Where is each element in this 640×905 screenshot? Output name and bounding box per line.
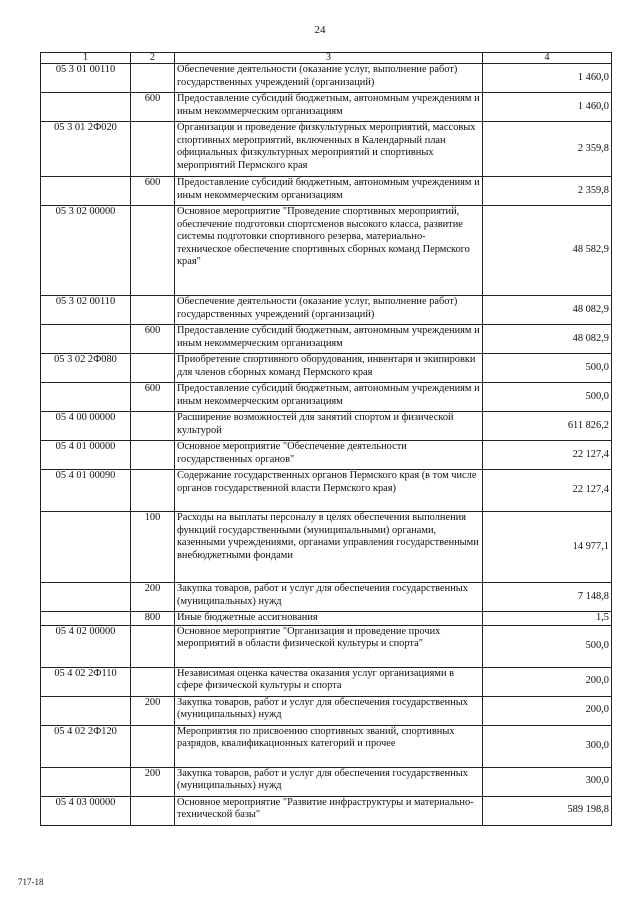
row-expense-type: [131, 667, 175, 696]
row-amount: 500,0: [483, 354, 612, 383]
row-code: [41, 767, 131, 796]
row-amount: 14 977,1: [483, 512, 612, 583]
row-amount: 22 127,4: [483, 470, 612, 512]
column-number-4: 4: [483, 53, 612, 64]
table-row: [41, 470, 612, 512]
row-expense-type: 800: [131, 612, 175, 626]
row-code: 05 3 02 00110: [41, 296, 131, 325]
column-number-1: 1: [41, 53, 131, 64]
row-code: [41, 93, 131, 122]
row-amount: 500,0: [483, 625, 612, 667]
row-name: Приобретение спортивного оборудования, инвентаря и экипировки для членов сборных команд Пермского края: [175, 354, 483, 383]
row-name: Закупка товаров, работ и услуг для обеспечения государственных (муниципальных) нужд: [175, 767, 483, 796]
table-row: [41, 383, 612, 412]
table-row: [41, 296, 612, 325]
row-code: 05 4 01 00000: [41, 441, 131, 470]
row-amount: 200,0: [483, 696, 612, 725]
row-expense-type: 100: [131, 512, 175, 583]
table-row: [41, 612, 612, 626]
row-code: [41, 512, 131, 583]
row-name: Мероприятия по присвоению спортивных званий, спортивных разрядов, квалификационных категорий и прочее: [175, 725, 483, 767]
row-expense-type: [131, 122, 175, 177]
row-expense-type: [131, 796, 175, 825]
row-name: Закупка товаров, работ и услуг для обеспечения государственных (муниципальных) нужд: [175, 583, 483, 612]
row-expense-type: 200: [131, 767, 175, 796]
row-name: Организация и проведение физкультурных мероприятий, массовых спортивных мероприятий, включенных в Календарный план официальных физкультурных мероприятий и спортивных мероприятий Пермского края: [175, 122, 483, 177]
row-code: [41, 696, 131, 725]
row-expense-type: [131, 206, 175, 296]
table-row: [41, 625, 612, 667]
row-name: Обеспечение деятельности (оказание услуг, выполнение работ) государственных учреждений (организаций): [175, 296, 483, 325]
row-name: Предоставление субсидий бюджетным, автономным учреждениям и иным некоммерческим организациям: [175, 325, 483, 354]
page-number: 24: [314, 24, 326, 36]
row-name: Обеспечение деятельности (оказание услуг, выполнение работ) государственных учреждений (организаций): [175, 64, 483, 93]
row-code: 05 4 03 00000: [41, 796, 131, 825]
row-code: 05 4 01 00090: [41, 470, 131, 512]
row-code: 05 3 01 00110: [41, 64, 131, 93]
table-row: [41, 64, 612, 93]
row-amount: 48 082,9: [483, 296, 612, 325]
row-code: 05 4 02 2Ф120: [41, 725, 131, 767]
table-row: [41, 93, 612, 122]
row-name: Независимая оценка качества оказания услуг организациями в сфере физической культуры и спорта: [175, 667, 483, 696]
table-row: [41, 696, 612, 725]
row-code: 05 3 02 2Ф080: [41, 354, 131, 383]
row-name: Содержание государственных органов Пермского края (в том числе органов государственной власти Пермского края): [175, 470, 483, 512]
row-code: [41, 177, 131, 206]
row-code: [41, 325, 131, 354]
row-name: Предоставление субсидий бюджетным, автономным учреждениям и иным некоммерческим организациям: [175, 177, 483, 206]
table-row: [41, 354, 612, 383]
row-expense-type: [131, 354, 175, 383]
row-code: [41, 383, 131, 412]
row-name: Расходы на выплаты персоналу в целях обеспечения выполнения функций государственными (муниципальными) органами, казенными учреждениями, органами управления государственными внебюджетными фондами: [175, 512, 483, 583]
table-row: [41, 325, 612, 354]
table-row: [41, 583, 612, 612]
column-number-2: 2: [131, 53, 175, 64]
row-amount: 2 359,8: [483, 122, 612, 177]
row-name: Основное мероприятие "Развитие инфраструктуры и материально-технической базы": [175, 796, 483, 825]
row-amount: 1 460,0: [483, 64, 612, 93]
row-expense-type: [131, 441, 175, 470]
row-code: [41, 612, 131, 626]
row-code: 05 4 02 2Ф110: [41, 667, 131, 696]
row-expense-type: [131, 625, 175, 667]
row-code: 05 3 01 2Ф020: [41, 122, 131, 177]
table-row: [41, 512, 612, 583]
row-name: Иные бюджетные ассигнования: [175, 612, 483, 626]
row-amount: 300,0: [483, 767, 612, 796]
row-amount: 200,0: [483, 667, 612, 696]
table-row: [41, 122, 612, 177]
row-amount: 7 148,8: [483, 583, 612, 612]
footer-code: 717-18: [18, 877, 44, 887]
row-expense-type: 200: [131, 696, 175, 725]
row-amount: 2 359,8: [483, 177, 612, 206]
row-expense-type: 600: [131, 383, 175, 412]
row-name: Предоставление субсидий бюджетным, автономным учреждениям и иным некоммерческим организациям: [175, 383, 483, 412]
row-name: Основное мероприятие "Организация и проведение прочих мероприятий в области физической культуры и спорта": [175, 625, 483, 667]
row-expense-type: 600: [131, 177, 175, 206]
row-code: 05 4 00 00000: [41, 412, 131, 441]
row-amount: 48 082,9: [483, 325, 612, 354]
row-code: 05 4 02 00000: [41, 625, 131, 667]
row-code: 05 3 02 00000: [41, 206, 131, 296]
row-expense-type: [131, 296, 175, 325]
row-expense-type: 600: [131, 93, 175, 122]
row-amount: 1,5: [483, 612, 612, 626]
row-code: [41, 583, 131, 612]
row-expense-type: [131, 470, 175, 512]
table-row: [41, 412, 612, 441]
row-amount: 300,0: [483, 725, 612, 767]
table-row: [41, 767, 612, 796]
row-amount: 48 582,9: [483, 206, 612, 296]
row-amount: 22 127,4: [483, 441, 612, 470]
row-name: Основное мероприятие "Обеспечение деятельности государственных органов": [175, 441, 483, 470]
table-row: [41, 177, 612, 206]
row-amount: 1 460,0: [483, 93, 612, 122]
row-expense-type: 600: [131, 325, 175, 354]
budget-table: [40, 52, 612, 826]
row-expense-type: [131, 412, 175, 441]
row-expense-type: [131, 725, 175, 767]
budget-table-body: [41, 53, 612, 826]
row-amount: 589 198,8: [483, 796, 612, 825]
table-row: [41, 725, 612, 767]
column-numbers-row: [41, 53, 612, 64]
column-number-3: 3: [175, 53, 483, 64]
row-name: Основное мероприятие "Проведение спортивных мероприятий, обеспечение подготовки спортсменов высокого класса, развитие системы подготовки спортивного резерва, материально-техническое обеспечение спортивных сборных команд Пермского края": [175, 206, 483, 296]
row-name: Закупка товаров, работ и услуг для обеспечения государственных (муниципальных) нужд: [175, 696, 483, 725]
row-amount: 611 826,2: [483, 412, 612, 441]
row-expense-type: [131, 64, 175, 93]
row-name: Предоставление субсидий бюджетным, автономным учреждениям и иным некоммерческим организациям: [175, 93, 483, 122]
row-name: Расширение возможностей для занятий спортом и физической культурой: [175, 412, 483, 441]
table-row: [41, 441, 612, 470]
table-row: [41, 206, 612, 296]
row-expense-type: 200: [131, 583, 175, 612]
table-row: [41, 796, 612, 825]
table-row: [41, 667, 612, 696]
row-amount: 500,0: [483, 383, 612, 412]
